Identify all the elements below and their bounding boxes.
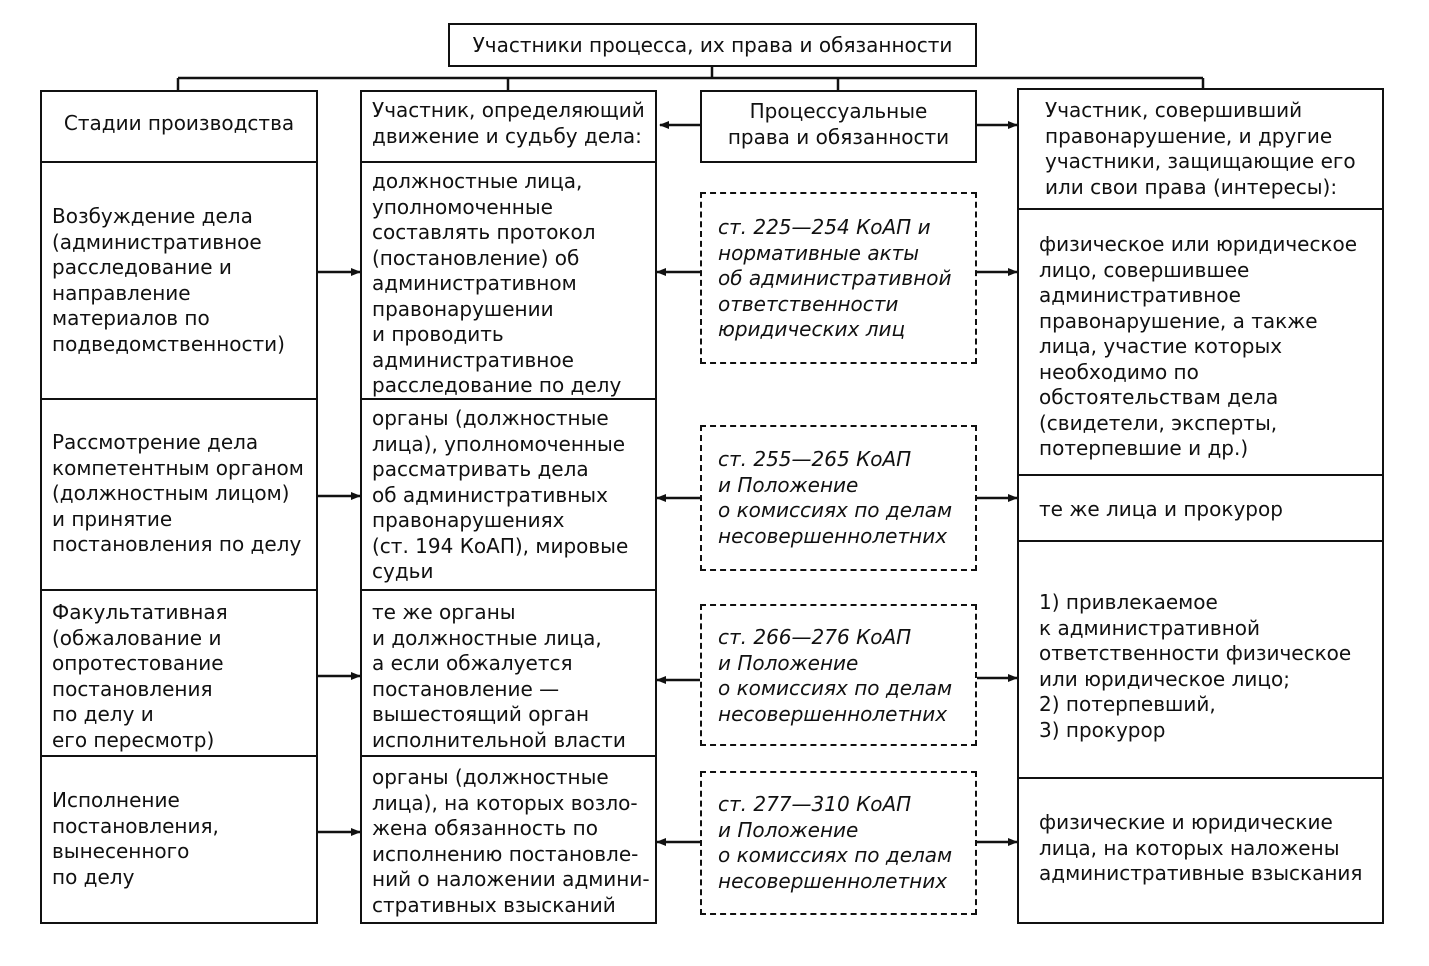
stage-text: Факультативная (обжалование и опротестование постановления по делу и его пересмотр)	[52, 600, 228, 752]
header-stages	[40, 90, 318, 163]
participant-box	[360, 755, 657, 924]
rights-text: ст. 266—276 КоАП и Положение о комиссиях по делам несовершеннолетних	[718, 625, 953, 726]
offender-text: те же лица и прокурор	[1039, 497, 1283, 521]
participant-text: органы (должностные лица), уполномоченные рассматривать дела об административных правонарушениях (ст. 194 КоАП), мировые судьи	[372, 406, 629, 583]
participant-text: те же органы и должностные лица, а если обжалуется постановление — вышестоящий орган исполнительной власти	[372, 600, 626, 752]
header-rights	[700, 90, 977, 163]
stage-text: Рассмотрение дела компетентным органом (должностным лицом) и принятие постановления по делу	[52, 430, 304, 556]
header-participant-label: Участник, определяющий движение и судьбу дела:	[372, 98, 645, 148]
diagram-title-box	[448, 23, 977, 67]
stage-box	[40, 398, 318, 591]
offender-box	[1017, 540, 1384, 779]
participant-box	[360, 589, 657, 757]
stage-box	[40, 589, 318, 757]
participant-box	[360, 398, 657, 591]
rights-text: ст. 277—310 КоАП и Положение о комиссиях по делам несовершеннолетних	[718, 792, 953, 893]
header-rights-label: Процессуальные права и обязанности	[727, 99, 950, 149]
participant-box	[360, 161, 657, 400]
header-participant	[360, 90, 657, 163]
offender-text: физическое или юридическое лицо, совершившее административное правонарушение, а также лица, участие которых необходимо по обстоятельствам дела (свидетели, эксперты, потерпевшие и др.)	[1039, 232, 1358, 460]
offender-text: 1) привлекаемое к административной ответственности физическое или юридическое лицо; 2) потерпевший, 3) прокурор	[1039, 590, 1352, 742]
rights-box	[700, 192, 977, 364]
rights-box	[700, 771, 977, 915]
rights-box	[700, 604, 977, 746]
header-stages-label: Стадии производства	[63, 111, 295, 135]
rights-box	[700, 425, 977, 571]
offender-box	[1017, 208, 1384, 476]
header-offender-label: Участник, совершивший правонарушение, и другие участники, защищающие его или свои права (интересы):	[1045, 98, 1356, 199]
stage-text: Исполнение постановления, вынесенного по делу	[52, 788, 219, 889]
participant-text: должностные лица, уполномоченные составлять протокол (постановление) об административном правонарушении и проводить административное расследование по делу	[372, 169, 622, 397]
diagram-title: Участники процесса, их права и обязанности	[472, 33, 953, 57]
stage-box	[40, 755, 318, 924]
stage-box	[40, 161, 318, 400]
offender-box	[1017, 777, 1384, 924]
offender-box	[1017, 474, 1384, 542]
offender-text: физические и юридические лица, на которых наложены административные взыскания	[1039, 810, 1363, 885]
rights-text: ст. 255—265 КоАП и Положение о комиссиях по делам несовершеннолетних	[718, 447, 953, 548]
header-offender	[1017, 88, 1384, 210]
participant-text: органы (должностные лица), на которых возло- жена обязанность по исполнению постановле- ний о наложении админи- стративных взысканий	[372, 765, 650, 917]
stage-text: Возбуждение дела (административное расследование и направление материалов по подведомственности)	[52, 204, 285, 356]
rights-text: ст. 225—254 КоАП и нормативные акты об административной ответственности юридических лиц	[718, 215, 952, 341]
